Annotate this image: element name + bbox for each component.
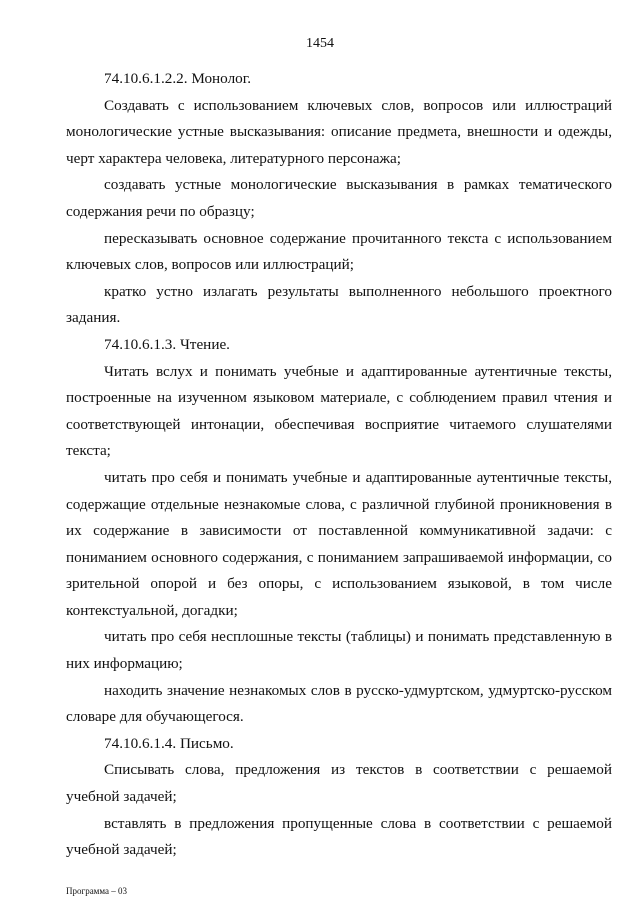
- paragraph: вставлять в предложения пропущенные слова в соответствии с решаемой учебной задачей;: [66, 814, 612, 859]
- section-heading-writing: 74.10.6.1.4. Письмо.: [104, 734, 234, 752]
- section-heading-monolog: 74.10.6.1.2.2. Монолог.: [104, 70, 252, 87]
- document-body: [66, 66, 612, 864]
- paragraph: Создавать с использованием ключевых слов, вопросов или иллюстраций монологические устные высказывания: описание предмета, внешности и одежды, черт характера человека, литературного персонажа;: [66, 96, 612, 167]
- section-heading-reading: 74.10.6.1.3. Чтение.: [104, 335, 230, 353]
- page-footer: Программа – 03: [66, 886, 128, 896]
- paragraph: кратко устно излагать результаты выполненного небольшого проектного задания.: [66, 282, 612, 327]
- page-number: 1454: [306, 36, 334, 51]
- paragraph: создавать устные монологические высказывания в рамках тематического содержания речи по образцу;: [66, 176, 612, 220]
- paragraph: читать про себя и понимать учебные и адаптированные аутентичные тексты, содержащие отдельные незнакомые слова, с различной глубиной проникновения в их содержание в зависимости от поставленной коммуникативной задачи: с пониманием основного содержания, с пониманием запрашиваемой информации, со зрительной опорой и без опоры, с использованием языковой, в том числе контекстуальной, догадки;: [66, 468, 612, 619]
- paragraph: находить значение незнакомых слов в русско-удмуртском, удмуртско-русском словаре для обучающегося.: [66, 681, 612, 726]
- paragraph: Читать вслух и понимать учебные и адаптированные аутентичные тексты, построенные на изученном языковом материале, с соблюдением правил чтения и соответствующей интонации, обеспечивая восприятие читаемого слушателями текста;: [66, 362, 612, 460]
- paragraph: Списывать слова, предложения из текстов в соответствии с решаемой учебной задачей;: [66, 761, 612, 806]
- paragraph: читать про себя несплошные тексты (таблицы) и понимать представленную в них информацию;: [66, 628, 612, 673]
- paragraph: пересказывать основное содержание прочитанного текста с использованием ключевых слов, вопросов или иллюстраций;: [66, 229, 612, 274]
